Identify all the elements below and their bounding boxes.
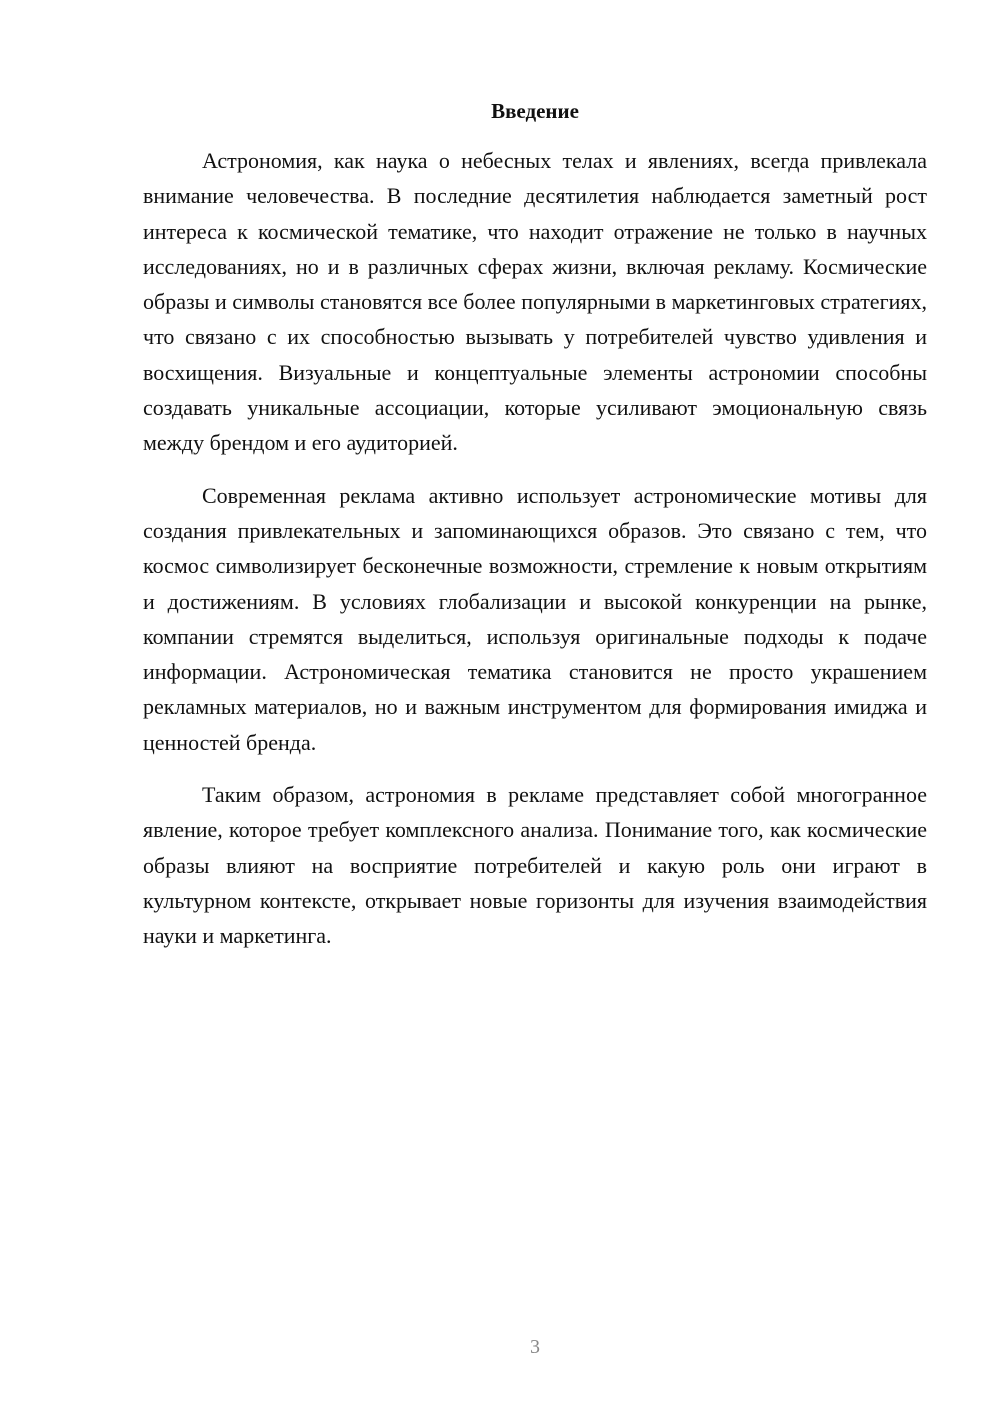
paragraph-1: Астрономия, как наука о небесных телах и явлениях, всегда привлекала внимание человечества. В последние десятилетия наблюдается заметный рост интереса к космической тематике, что находит отражение не только в научных исследованиях, но и в различных сферах жизни, включая рекламу. Космические образы и символы становятся все более популярными в маркетинговых стратегиях, что связано с их способностью вызывать у потребителей чувство удивления и восхищения. Визуальные и концептуальные элементы астрономии способны создавать уникальные ассоциации, которые усиливают эмоциональную связь между брендом и его аудиторией. (143, 148, 927, 456)
paragraph-2: Современная реклама активно использует астрономические мотивы для создания привлекательных и запоминающихся образов. Это связано с тем, что космос символизирует бесконечные возможности, стремление к новым открытиям и достижениям. В условиях глобализации и высокой конкуренции на рынке, компании стремятся выделиться, используя оригинальные подходы к подаче информации. Астрономическая тематика становится не просто украшением рекламных материалов, но и важным инструментом для формирования имиджа и ценностей бренда. (143, 482, 927, 755)
page-number: 3 (530, 1336, 540, 1358)
body-text (143, 143, 927, 971)
section-title: Введение (491, 99, 579, 123)
paragraph-3: Таким образом, астрономия в рекламе представляет собой многогранное явление, которое требует комплексного анализа. Понимание того, как космические образы влияют на восприятие потребителей и какую роль они играют в культурном контексте, открывает новые горизонты для изучения взаимодействия науки и маркетинга. (143, 782, 927, 949)
